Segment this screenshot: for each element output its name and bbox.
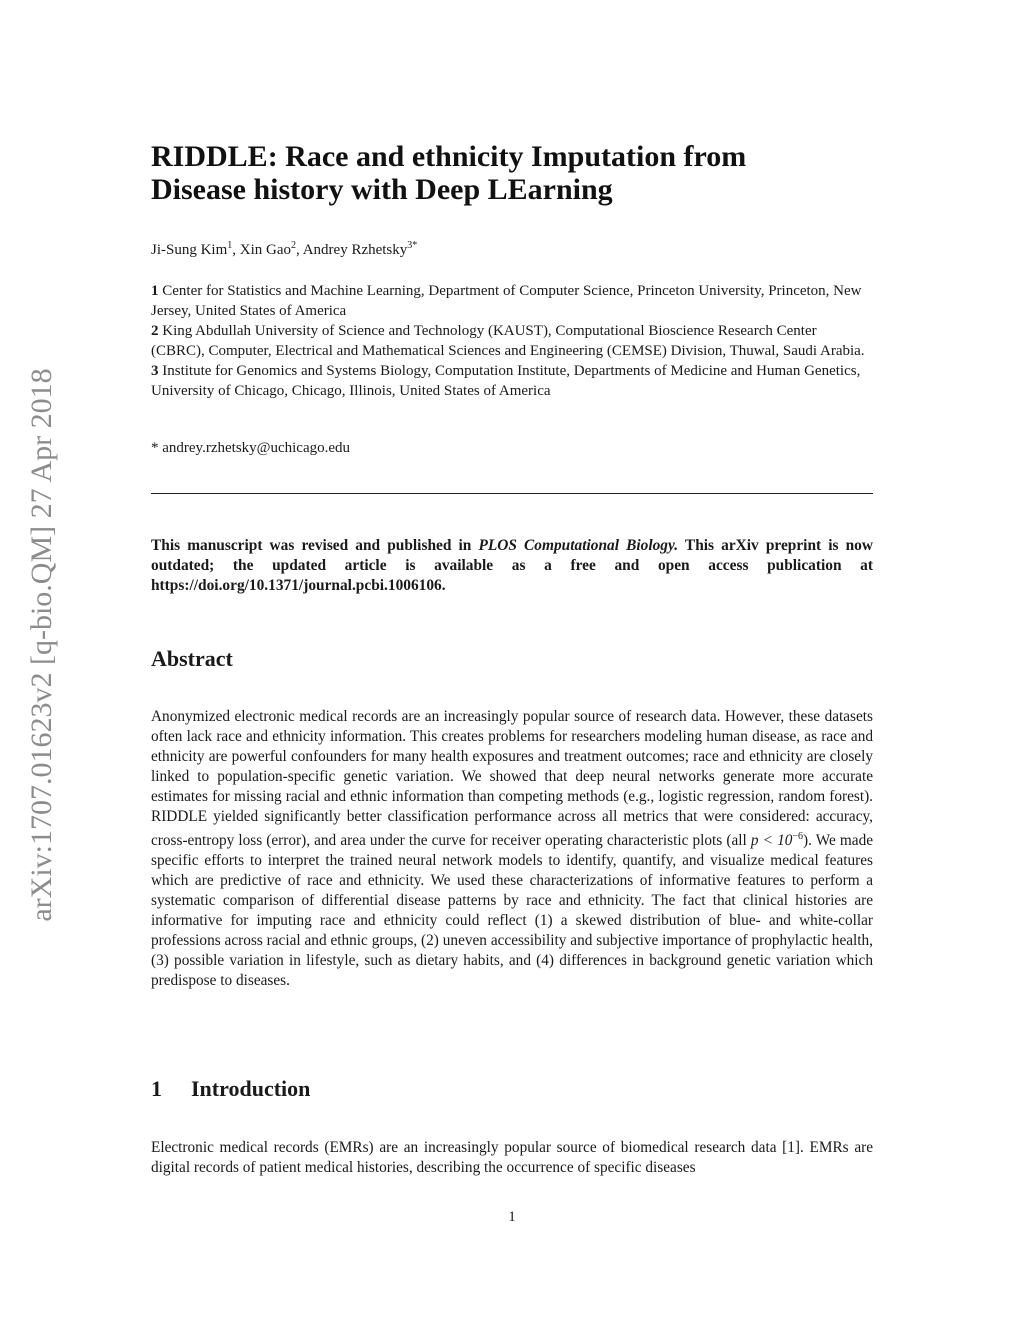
abstract-body: [151, 707, 873, 991]
header-divider: [151, 493, 873, 494]
affiliation-text: Institute for Genomics and Systems Biology, Computation Institute, Departments of Medicine and Human Genetics, University of Chicago, Chicago, Illinois, United States of America: [151, 363, 861, 399]
affiliation-number: 3: [151, 363, 159, 379]
affiliation: [151, 281, 873, 321]
abstract-math: p < 10: [750, 832, 793, 850]
title-line-1: RIDDLE: Race and ethnicity Imputation from: [151, 140, 747, 173]
affiliation: [151, 321, 873, 361]
abstract-heading: Abstract: [151, 646, 233, 671]
journal-name: PLOS Computational Biology.: [478, 537, 679, 554]
introduction-heading: [151, 1076, 873, 1102]
abstract-text-part-2: ). We made specific efforts to interpret the trained neural network models to identify, quantify, and visualize medical features which are predictive of race and ethnicity. We used these characterizations of informative features to perform a systematic comparison of differential disease patterns by race and ethnicity. The fact that clinical histories are informative for imputing race and ethnicity could reflect (1) a skewed distribution of blue- and white-collar professions across racial and ethnic groups, (2) uneven accessibility and subjective importance of prophylactic health, (3) possible variation in lifestyle, such as dietary habits, and (4) differences in background genetic variation which predispose to diseases.: [151, 832, 874, 990]
abstract-math-exponent: −6: [792, 831, 804, 842]
arxiv-identifier-stamp: arXiv:1707.01623v2 [q-bio.QM] 27 Apr 2018: [25, 368, 58, 922]
corresponding-email: * andrey.rzhetsky@uchicago.edu: [151, 440, 351, 456]
affiliation-list: [151, 281, 873, 401]
author-name: Xin Gao: [239, 242, 292, 258]
abstract-text-part-1: Anonymized electronic medical records are an increasingly popular source of research data. However, these datasets often lack race and ethnicity information. This creates problems for researchers modeling human disease, as race and ethnicity are powerful confounders for many health exposures and treatment outcomes; race and ethnicity are closely linked to population-specific genetic variation. We showed that deep neural networks generate more accurate estimates for missing racial and ethnic information than competing methods (e.g., logistic regression, random forest). RIDDLE yielded significantly better classification performance across all metrics that were considered: accuracy, cross-entropy loss (error), and area under the curve for receiver operating characteristic plots (all: [151, 708, 873, 850]
notice-text-end: This arXiv preprint is now outdated; the updated article is available as a free and open access publication at https://doi.org/10.1371/journal.pcbi.1006106.: [151, 537, 873, 594]
author-list: Ji-Sung Kim$^1$, Xin Gao$^2$, Andrey Rzhetsky$^{3*}$: [151, 240, 418, 258]
page-number: 1: [508, 1209, 516, 1225]
author-name: Ji-Sung Kim: [151, 242, 228, 258]
introduction-body: Electronic medical records (EMRs) are an increasingly popular source of biomedical research data [1]. EMRs are digital records of patient medical histories, describing the occurrence of specific diseases: [151, 1139, 873, 1176]
author-affiliation-mark: 3*: [407, 240, 418, 251]
author-name: Andrey Rzhetsky: [302, 242, 408, 258]
affiliation-text: Center for Statistics and Machine Learning, Department of Computer Science, Princeton University, Princeton, New Jersey, United States of America: [151, 283, 862, 319]
author-affiliation-mark: 2: [291, 240, 297, 251]
affiliation-text: King Abdullah University of Science and Technology (KAUST), Computational Bioscience Research Center (CBRC), Computer, Electrical and Mathematical Sciences and Engineering (CEMSE) Division, Thuwal, Saudi Arabia.: [151, 323, 865, 359]
section-number: 1: [151, 1076, 162, 1101]
notice-text-start: This manuscript was revised and published in: [151, 537, 479, 554]
section-title: Introduction: [191, 1076, 311, 1101]
paper-title: [151, 140, 873, 206]
title-line-2: Disease history with Deep LEarning: [151, 173, 613, 206]
affiliation-number: 1: [151, 283, 159, 299]
affiliation-number: 2: [151, 323, 159, 339]
affiliation: [151, 361, 873, 401]
publication-notice: [151, 536, 873, 596]
author-affiliation-mark: 1: [227, 240, 233, 251]
